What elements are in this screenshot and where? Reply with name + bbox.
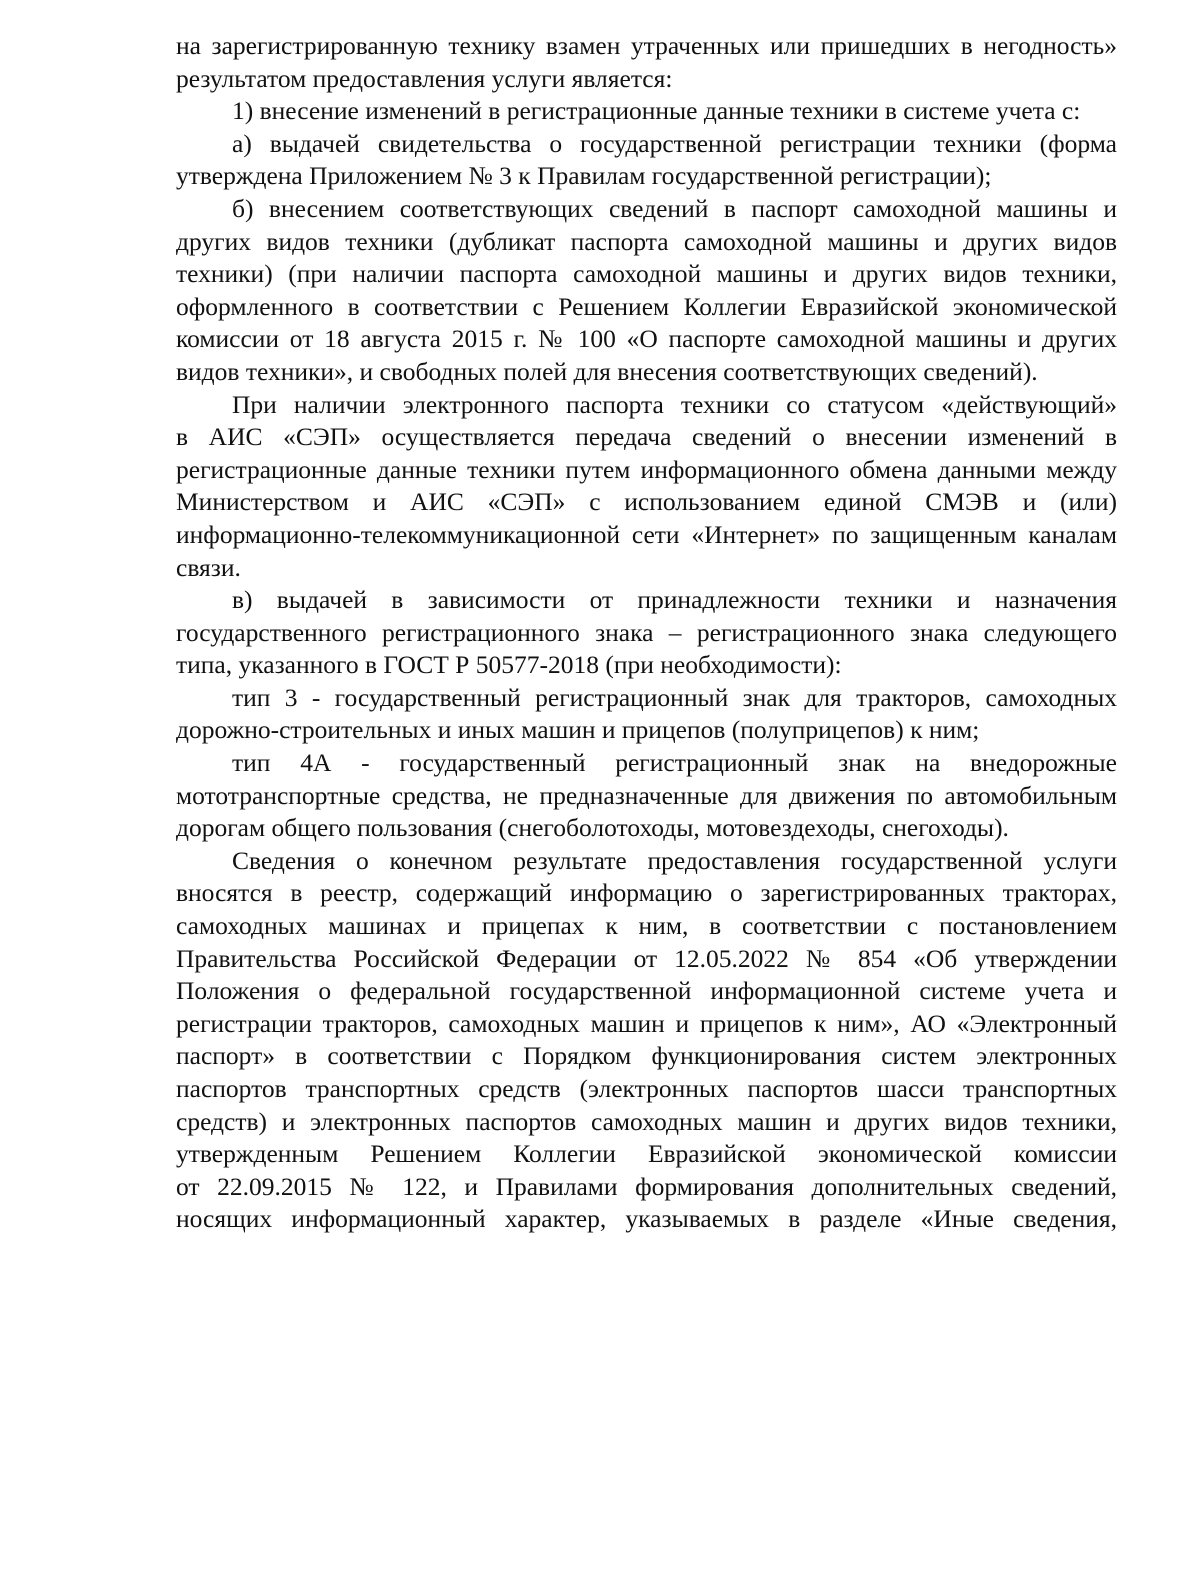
- paragraph-item-a: а) выдачей свидетельства о государственной регистрации техники (форма утверждена Приложением № 3 к Правилам государственной регистрации);: [176, 128, 1117, 191]
- paragraph-item-1: 1) внесение изменений в регистрационные данные техники в системе учета с:: [232, 96, 1081, 126]
- paragraph-ais-sep: в АИС «СЭП» осуществляется передача сведений о внесении изменений в регистрационные данные техники путем информационного обмена данными между Министерством и АИС «СЭП» с использованием единой СМЭВ и (или) информационно-телекоммуникационной сети «Интернет» по защищенным каналам связи.: [176, 422, 1117, 582]
- paragraph-type-4a: тип 4А - государственный регистрационный знак на внедорожные мототранспортные средства, не предназначенные для движения по автомобильным дорогам общего пользования (снегоболотоходы, мотовездеходы, снегоходы).: [176, 748, 1117, 843]
- paragraph-item-b: б) внесением соответствующих сведений в паспорт самоходной машины и других видов техники (дубликат паспорта самоходной машины и других видов техники) (при наличии паспорта самоходной машины и других видов техники, оформленного в соответствии с Решением Коллегии Евразийской экономической комиссии от 18 августа 2015 г. № 100 «О паспорте самоходной машины и других видов техники», и свободных полей для внесения соответствующих сведений).: [176, 193, 1117, 386]
- paragraph-final-result: Сведения о конечном результате предоставления государственной услуги вносятся в реестр, содержащий информацию о зарегистрированных тракторах, самоходных машинах и прицепах к ним, в соответствии с постановлением Правительства Российской Федерации от 12.05.2022 № 854 «Об утверждении Положения о федеральной государственной информационной системе учета и регистрации тракторов, самоходных машин и прицепов к ним», АО «Электронный паспорт» в соответствии с Порядком функционирования систем электронных паспортов транспортных средств (электронных паспортов шасси транспортных средств) и электронных паспортов самоходных машин и других видов техники, утвержденным Решением Коллегии Евразийской экономической комиссии: [176, 845, 1117, 1169]
- paragraph-electronic-passport: При наличии электронного паспорта техники со статусом «действующий»: [232, 389, 1117, 419]
- paragraph-type-3: тип 3 - государственный регистрационный знак для тракторов, самоходных дорожно-строительных и иных машин и прицепов (полуприцепов) к ним;: [176, 682, 1117, 745]
- document-page: [176, 30, 1117, 1236]
- paragraph-continuation: на зарегистрированную технику взамен утраченных или пришедших в негодность» результатом предоставления услуги является:: [176, 31, 1117, 93]
- paragraph-item-v: в) выдачей в зависимости от принадлежности техники и назначения государственного регистрационного знака – регистрационного знака следующего типа, указанного в ГОСТ Р 50577-2018 (при необходимости):: [176, 585, 1117, 680]
- paragraph-final-result-continued: от 22.09.2015 № 122, и Правилами формирования дополнительных сведений, носящих информационный характер, указываемых в разделе «Иные сведения,: [176, 1171, 1117, 1234]
